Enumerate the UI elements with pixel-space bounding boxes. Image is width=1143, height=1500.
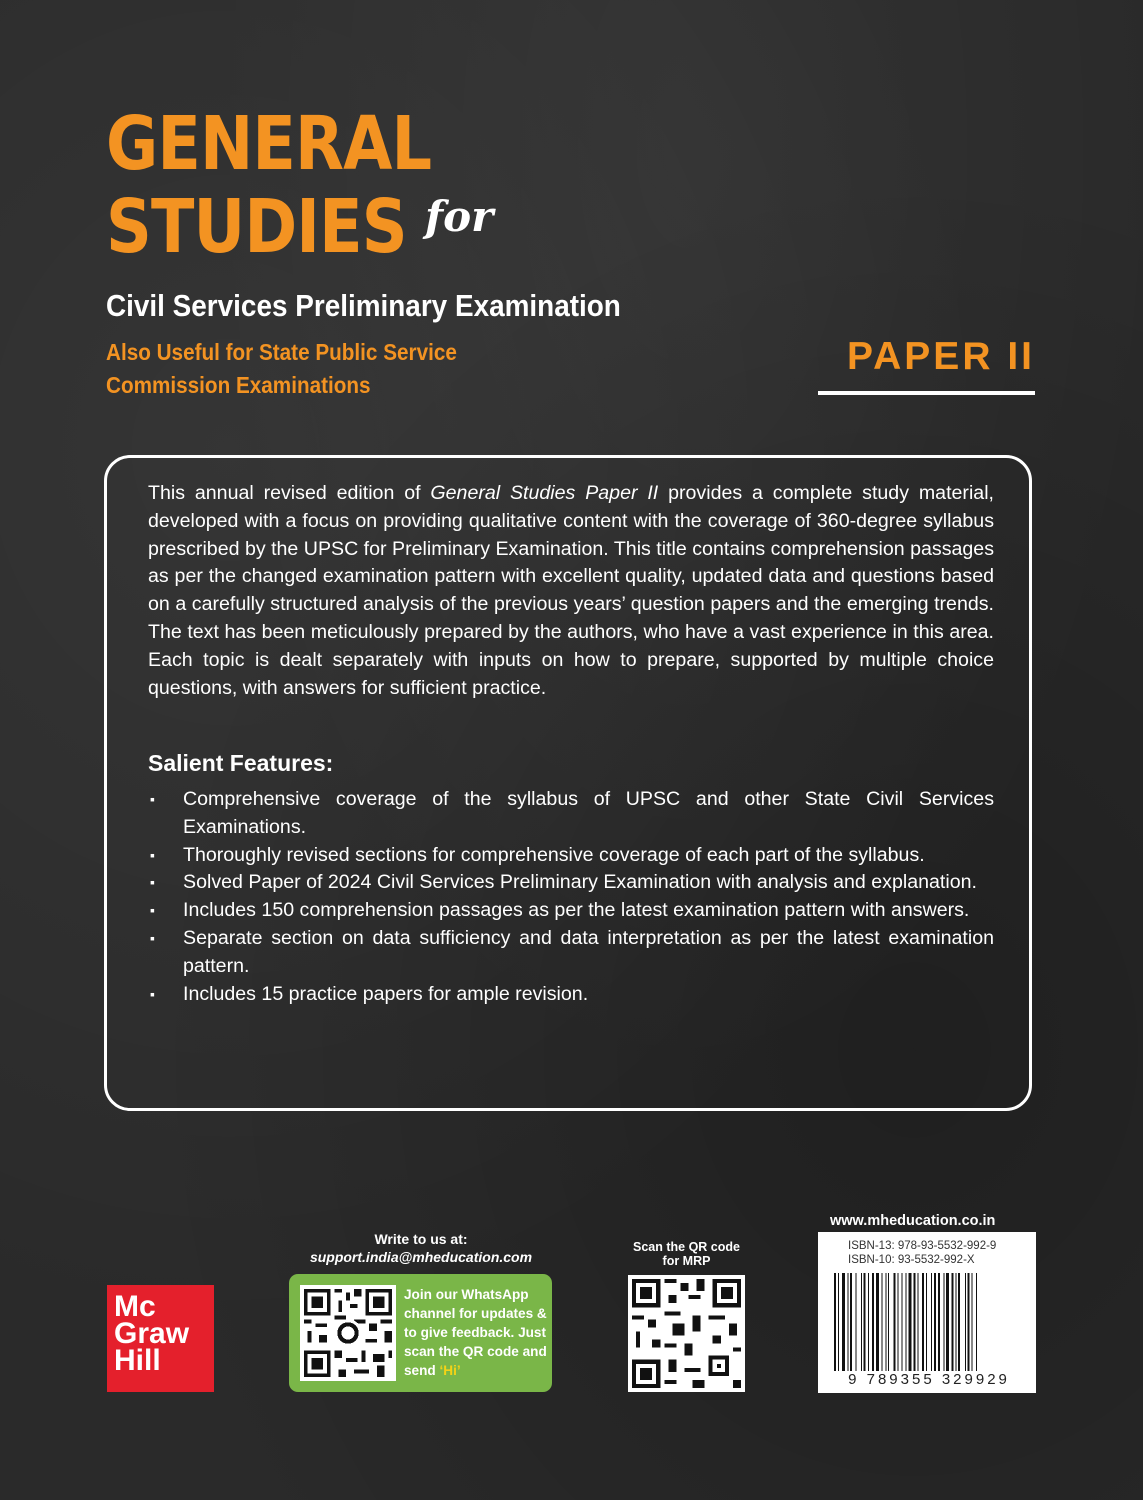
feature-item: ▪ Comprehensive coverage of the syllabus of UPSC and other State Civil Services Examinations.	[150, 788, 994, 838]
mrp-qr-code-icon[interactable]	[628, 1275, 745, 1392]
bullet-icon: ▪	[150, 985, 155, 1002]
bullet-icon: ▪	[150, 874, 155, 891]
bullet-icon: ▪	[150, 902, 155, 919]
title-studies: STUDIES	[106, 184, 407, 270]
whatsapp-qr-code-icon[interactable]	[300, 1285, 396, 1381]
feature-item: ▪ Separate section on data sufficiency and data interpretation as per the latest examination pattern.	[150, 926, 994, 977]
feature-item: ▪ Thoroughly revised sections for comprehensive coverage of each part of the syllabus.	[148, 842, 994, 870]
feature-item: ▪ Includes 150 comprehension passages as per the latest examination pattern with answers.	[148, 897, 994, 925]
barcode-bar	[922, 1273, 924, 1371]
description-italic-title: General Studies Paper II	[430, 482, 659, 504]
barcode-bar	[926, 1273, 927, 1371]
qr-code-icon	[628, 1275, 745, 1392]
barcode-bar	[931, 1273, 932, 1371]
barcode-bar	[914, 1273, 916, 1371]
barcode-bar	[864, 1273, 866, 1371]
barcode-bar	[897, 1273, 898, 1371]
also-useful-line1: Also Useful for State Public Service	[106, 339, 457, 365]
barcode-bar	[972, 1273, 973, 1371]
paper-label: PAPER II	[847, 335, 1035, 378]
support-email-link[interactable]: support.india@mheducation.com	[309, 1249, 533, 1265]
scan-qr-label: Scan the QR code for MRP	[633, 1240, 740, 1268]
barcode-bar	[848, 1273, 849, 1371]
barcode-digits: 9 789355 329929	[848, 1371, 1010, 1388]
description-text: This annual revised edition of General Studies Paper II provides a complete study material, developed with a focus on providing qualitative content with the coverage of 360-degree syllabus prescribed by the UPSC for Preliminary Examination. This title contains comprehension passages as per the changed examination pattern with excellent quality, updated data and questions based on a carefully structured analysis of the previous years’ question papers and the emerging trends. The text has been meticulously prepared by the authors, who have a vast experience in this area. Each topic is dealt separately with inputs on how to prepare, supported by multiple choice questions, with answers for sufficient practice.	[148, 482, 994, 699]
isbn-13: ISBN-13: 978-93-5532-992-9	[848, 1240, 997, 1252]
salient-features-list	[148, 786, 994, 1008]
paper-underline	[818, 391, 1035, 395]
barcode-bar	[938, 1273, 940, 1371]
barcode-bar	[943, 1273, 944, 1371]
whatsapp-instructions: Join our WhatsApp channel for updates & to give feedback. Just scan the QR code and send ‘Hi’	[404, 1287, 547, 1378]
bullet-icon: ▪	[150, 846, 155, 863]
also-useful-line2: Commission Examinations	[106, 372, 371, 398]
barcode-bar	[976, 1273, 977, 1371]
mcgraw-hill-logo: Mc Graw Hill	[107, 1285, 214, 1392]
barcode-icon	[830, 1273, 1028, 1371]
barcode-bar	[893, 1273, 895, 1371]
barcode-bar	[902, 1273, 903, 1371]
barcode-bar	[956, 1273, 957, 1371]
barcode-bar	[906, 1273, 907, 1371]
barcode-bar	[850, 1273, 852, 1371]
subtitle: Civil Services Preliminary Examination	[106, 288, 621, 323]
feature-item: ▪ Solved Paper of 2024 Civil Services Preliminary Examination with analysis and explanation.	[148, 869, 994, 897]
website-url[interactable]: www.mheducation.co.in	[830, 1213, 996, 1229]
write-to-us-label: Write to us at:	[374, 1231, 468, 1247]
barcode-bar	[842, 1273, 845, 1371]
barcode-bar	[908, 1273, 911, 1371]
bullet-icon: ▪	[150, 929, 155, 946]
barcode-bar	[861, 1273, 862, 1371]
barcode-bar	[968, 1273, 970, 1371]
qr-code-icon	[300, 1285, 396, 1381]
barcode-bar	[876, 1273, 879, 1371]
isbn-10: ISBN-10: 93-5532-992-X	[848, 1254, 975, 1266]
barcode-bar	[868, 1273, 869, 1371]
title-general: GENERAL	[106, 101, 432, 187]
barcode-bar	[872, 1273, 874, 1371]
barcode-bar	[885, 1273, 886, 1371]
barcode-bar	[958, 1273, 960, 1371]
barcode-bar	[834, 1273, 836, 1371]
salient-features-heading: Salient Features:	[148, 750, 334, 776]
barcode-bar	[934, 1273, 936, 1371]
barcode-bar	[965, 1273, 966, 1371]
barcode-bar	[888, 1273, 889, 1371]
bullet-icon: ▪	[150, 791, 155, 807]
barcode-bar	[951, 1273, 953, 1371]
feature-item: ▪ Includes 15 practice papers for ample revision.	[148, 981, 994, 1009]
barcode-bar	[918, 1273, 919, 1371]
barcode-bar	[856, 1273, 857, 1371]
barcode-bar	[946, 1273, 949, 1371]
title-for: for	[425, 192, 494, 241]
barcode-bar	[838, 1273, 839, 1371]
barcode-bar	[881, 1273, 882, 1371]
